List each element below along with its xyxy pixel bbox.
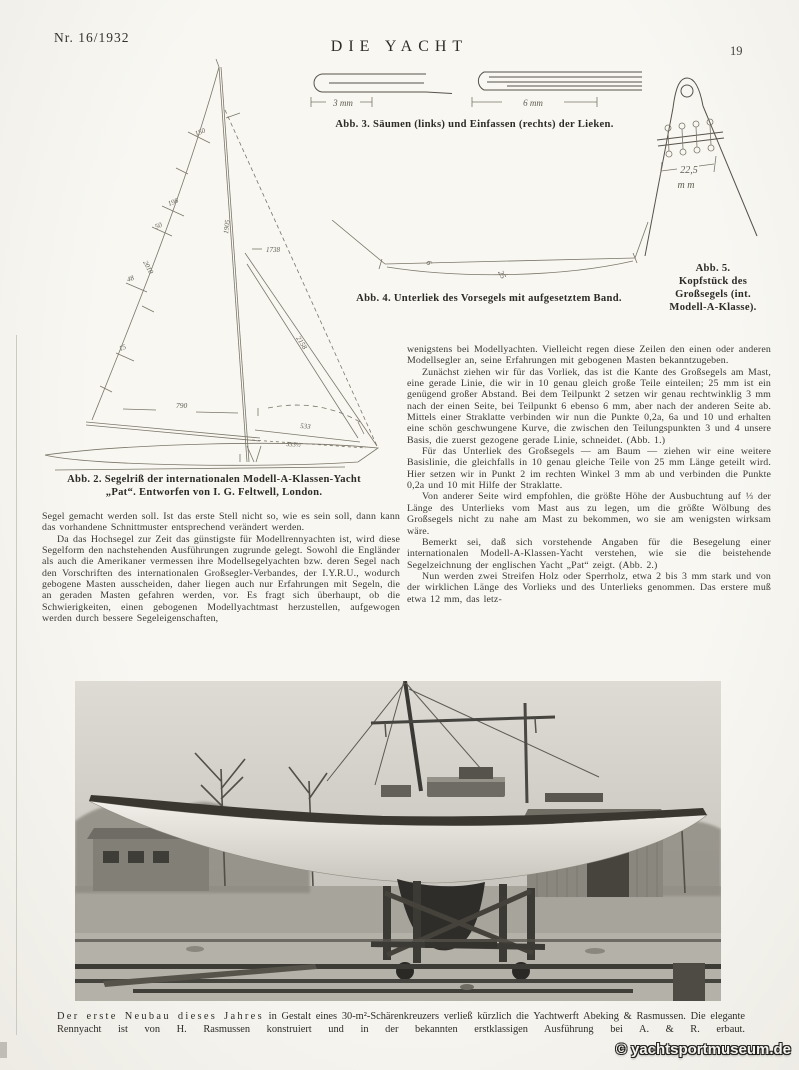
binding-right	[478, 72, 642, 90]
yacht-photograph	[75, 681, 721, 1001]
hull-profile	[45, 408, 378, 470]
dim-label: 150	[193, 126, 207, 138]
dim-label: 1905	[222, 219, 232, 235]
right-text-column	[407, 344, 771, 605]
abb2-caption-line2: „Pat“. Entworfen von I. G. Feltwell, London.	[105, 487, 323, 498]
page-number: 19	[730, 44, 743, 58]
dim-label: 790	[176, 401, 188, 410]
abb5-caption-line: Modell-A-Klasse).	[669, 302, 757, 313]
abb4-caption: Abb. 4. Unterliek des Vorsegels mit aufgesetztem Band.	[356, 293, 622, 304]
dim-label: 533	[299, 422, 311, 431]
paragraph: wenigstens bei Modellyachten. Vielleicht regen diese Zeilen den einen oder anderen Modellsegler an, seine Erfahrungen mit gebogenen Masten bekanntzugeben.	[407, 344, 771, 367]
magazine-title: DIE YACHT	[330, 38, 469, 55]
scan-edge-line	[16, 335, 17, 1035]
dim-label: 198	[166, 196, 180, 208]
sail-plan-labels	[118, 126, 312, 449]
dim-label: 15	[117, 342, 128, 353]
abb5-caption-line: Abb. 5.	[695, 263, 731, 274]
dim-label-225: 22,5	[680, 165, 698, 176]
paragraph: Zunächst ziehen wir für das Vorliek, das ist die Kante des Großsegels am Mast, eine gerade Linie, die wir in 10 genau gleich große Teile einteilen; 25 mm ist ein genügend großer Abstand. Bei dem Teilpunkt 2 setzen wir genau rechtwinklig 3 mm nach der einen Seite, bei Teilpunkt 6 ebenso 6 mm, aber nach der anderen Seite ab. Mittels einer Straklatte verbinden wir nun die Punkte 0,2a, 6a und 10 und erhalten eine schön geschwungene Kurve, die zwischen den Teilungspunkten 3 und 4 unsere Basis, die zuerst gezogene gerade Linie, schneidet. (Abb. 1.)	[407, 366, 771, 446]
abb5-caption-line: Kopfstück des	[678, 276, 748, 287]
photo-caption-rest: in Gestalt eines 30-m²-Schärenkreuzers verließ kürzlich die Yachtwerft Abeking & Rasmussen. Die elegante Rennyacht ist von H. Rasmussen konstruiert und in der bekannten erstklassigen Ausführung bei A. & R. erbaut.	[57, 1011, 745, 1036]
watermark: © yachtsportmuseum.de	[615, 1041, 791, 1058]
issue-number: Nr. 16/1932	[54, 30, 130, 45]
abb3-caption: Abb. 3. Säumen (links) und Einfassen (rechts) der Lieken.	[335, 119, 614, 130]
dim-label: 1738	[266, 246, 280, 254]
dim-label: 48	[125, 273, 136, 284]
dim-label-6: 6	[424, 259, 435, 267]
sail-head-drawing	[633, 74, 793, 262]
dim-label: 533½	[285, 441, 301, 450]
dim-label: 2158	[294, 334, 309, 351]
dim-label: 50	[153, 220, 164, 231]
head-outline	[645, 78, 757, 256]
figure-abb5	[633, 74, 795, 314]
dim-label: 2010	[141, 259, 155, 276]
mast	[216, 59, 249, 462]
paragraph: Von anderer Seite wird empfohlen, die größte Höhe der Ausbuchtung auf ⅓ der Länge des Unterlieks vom Mast aus zu legen, um die größte Wölbung des Großsegels nicht zu nahe am Mast zu bekommen, wo sie am wenigsten wirksam wäre.	[407, 491, 771, 537]
left-text-column	[42, 511, 400, 624]
abb5-caption-line: Großsegels (int.	[675, 289, 751, 300]
paragraph: Segel gemacht werden soll. Ist das erste Stell nicht so, wie es sein soll, dann kann das vorhandene Schnittmuster entsprechend verändert werden.	[42, 511, 400, 534]
abb2-caption-line1: Abb. 2. Segelriß der internationalen Modell-A-Klassen-Yacht	[67, 474, 361, 485]
paragraph: Bemerkt sei, daß sich vorstehende Angaben für die Besegelung einer internationalen Modell-A-Klassen-Yacht verstehen, wie sie die beistehende Segelzeichnung der englischen Yacht „Pat“ zeigt. (Abb. 2.)	[407, 536, 771, 571]
figure-abb4	[328, 220, 650, 305]
paragraph: Für das Unterliek des Großsegels — am Baum — ziehen wir eine weitere Basislinie, die gleichfalls in 10 genau gleiche Teile von 25 mm Länge geteilt wird. Hier setzen wir in Punkt 2 im rechten Winkel 3 mm ab und verbinden die Punkte 0,2a und 10 mit Hilfe der Straklatte.	[407, 446, 771, 492]
dim-label-25: 25	[496, 269, 508, 281]
photo-caption-lead: Der erste Neubau dieses Jahres	[57, 1011, 264, 1022]
paragraph: Da das Hochsegel zur Zeit das günstigste für Modellrennyachten ist, wird diese Segelform den nachstehenden Ausführungen zugrunde gelegt. Sowohl die Engländer als auch die Amerikaner vermessen ihre Modellsegelyachten bzw. deren Segel nach den Vorschriften des internationalen Großsegler-Verbandes, der I.Y.R.U., wodurch gebogene Masten ausscheiden, daher liegen auch nur Erfahrungen mit Segeln, die an geraden Masten gefahren werden, vor. Es fragt sich überhaupt, ob die Schwierigkeiten, einen gebogenen Modellyachtmast herzustellen, aufgewogen werden durch bessere Segeleigenschaften,	[42, 533, 400, 625]
dim-label-3mm: 3 mm	[333, 98, 353, 108]
abb2-caption	[28, 473, 400, 499]
foot-outline	[332, 220, 648, 275]
dim-label-6mm: 6 mm	[523, 98, 543, 108]
dim-unit-mm: m m	[677, 180, 695, 191]
paragraph: Nun werden zwei Streifen Holz oder Sperrholz, etwa 2 bis 3 mm stark und von der wirklichen Länge des Vorlieks und des Unterlieks genommen. Das erstere muß etwa 12 mm, das letz-	[407, 570, 771, 605]
photo-scene	[75, 681, 721, 1001]
photo-caption	[57, 1010, 745, 1036]
abb5-caption	[633, 262, 793, 314]
scan-spot	[0, 1042, 7, 1058]
jib-foot-drawing	[328, 220, 650, 286]
